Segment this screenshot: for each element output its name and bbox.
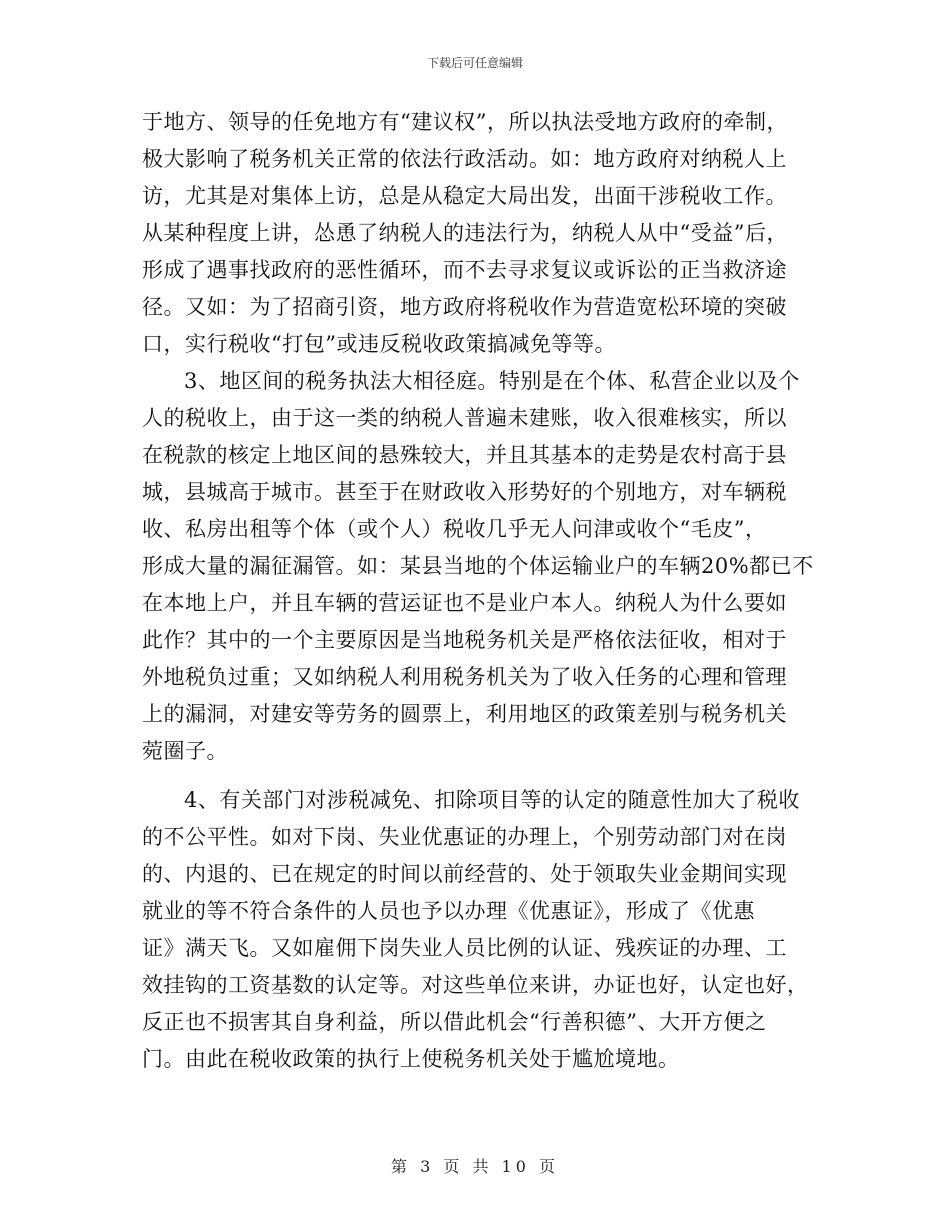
text-line: 形成了遇事找政府的恶性循环，而不去寻求复议或诉讼的正当救济途 bbox=[142, 258, 787, 282]
text-line: 在税款的核定上地区间的悬殊较大，并且其基本的走势是农村高于县 bbox=[142, 443, 787, 467]
text-line: 菀圈子。 bbox=[142, 739, 228, 763]
text-line: 的、内退的、已在规定的时间以前经营的、处于领取失业金期间实现 bbox=[142, 862, 787, 886]
text-line: 在本地上户，并且车辆的营运证也不是业户本人。纳税人为什么要如 bbox=[142, 591, 787, 615]
paragraph-gap bbox=[142, 770, 808, 782]
text-line: 此作？其中的一个主要原因是当地税务机关是严格依法征收，相对于 bbox=[142, 628, 787, 652]
text-line: 形成大量的漏征漏管。如：某县当地的个体运输业户的车辆20%都已不 bbox=[142, 554, 814, 578]
text-line: 收、私房出租等个体（或个人）税收几乎无人问津或收个“毛皮”， bbox=[142, 517, 767, 541]
page-header: 下载后可任意编辑 bbox=[426, 56, 523, 70]
text-line: 人的税收上，由于这一类的纳税人普遍未建账，收入很难核实，所以 bbox=[142, 406, 787, 430]
text-line: 极大影响了税务机关正常的依法行政活动。如：地方政府对纳税人上 bbox=[142, 147, 787, 171]
text-line: 的不公平性。如对下岗、失业优惠证的办理上，个别劳动部门对在岗 bbox=[142, 825, 787, 849]
document-body bbox=[142, 104, 814, 1078]
text-line: 门。由此在税收政策的执行上使税务机关处于尴尬境地。 bbox=[142, 1047, 680, 1071]
text-line: 径。又如：为了招商引资，地方政府将税收作为营造宽松环境的突破 bbox=[142, 295, 787, 319]
text-line: 就业的等不符合条件的人员也予以办理《优惠证》，形成了《优惠 bbox=[142, 899, 755, 923]
text-line: 反正也不损害其自身利益，所以借此机会“行善积德”、大开方便之 bbox=[142, 1010, 767, 1034]
text-line: 上的漏洞，对建安等劳务的圆票上，利用地区的政策差别与税务机关 bbox=[142, 702, 787, 726]
text-line: 外地税负过重；又如纳税人利用税务机关为了收入任务的心理和管理 bbox=[142, 665, 787, 689]
text-line: 3、地区间的税务执法大相径庭。特别是在个体、私营企业以及个 bbox=[184, 369, 800, 393]
text-line: 城，县城高于城市。甚至于在财政收入形势好的个别地方，对车辆税 bbox=[142, 480, 787, 504]
text-line: 口，实行税收“打包”或违反税收政策搞减免等等。 bbox=[142, 332, 616, 356]
text-line: 于地方、领导的任免地方有“建议权”，所以执法受地方政府的牵制， bbox=[142, 110, 788, 134]
paragraph-point-4 bbox=[142, 782, 808, 1078]
paragraph-point-3 bbox=[142, 363, 814, 770]
text-line: 从某种程度上讲，怂恿了纳税人的违法行为，纳税人从中“受益”后， bbox=[142, 221, 788, 245]
text-line: 效挂钩的工资基数的认定等。对这些单位来讲，办证也好，认定也好， bbox=[142, 973, 809, 997]
page-footer-page-number: 第 3 页 共 10 页 bbox=[391, 1157, 559, 1176]
text-line: 访，尤其是对集体上访，总是从稳定大局出发，出面干涉税收工作。 bbox=[142, 184, 787, 208]
text-line: 证》满天飞。又如雇佣下岗失业人员比例的认证、残疾证的办理、工 bbox=[142, 936, 787, 960]
text-line: 4、有关部门对涉税减免、扣除项目等的认定的随意性加大了税收 bbox=[184, 788, 800, 812]
paragraph-continuation bbox=[142, 104, 808, 363]
